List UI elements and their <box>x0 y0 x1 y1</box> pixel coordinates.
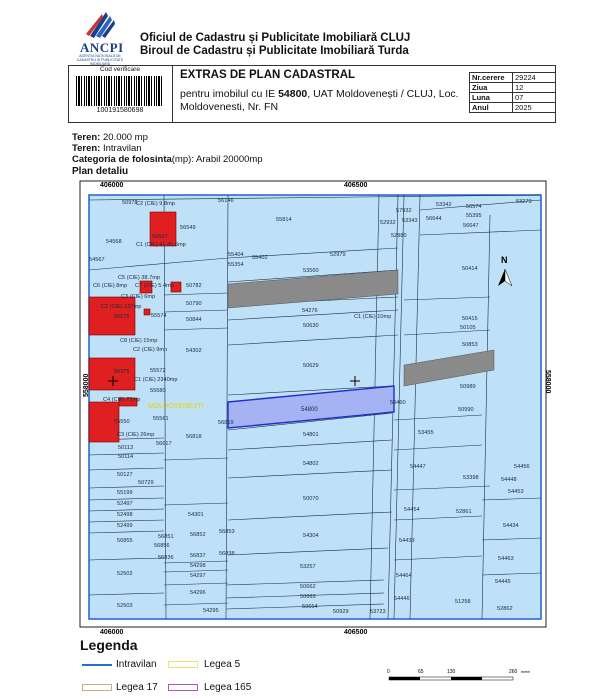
parcel-label: 54302 <box>186 348 202 354</box>
parcel-label: 55572 <box>150 368 166 374</box>
parcel-label: 54447 <box>410 464 426 470</box>
legend-title: Legenda <box>80 637 138 653</box>
parcel-label: 52498 <box>117 512 133 518</box>
legend-label-legea17: Legea 17 <box>116 682 158 693</box>
teren-type-label: Teren: <box>72 143 101 154</box>
registry-key: Ziua <box>470 83 513 93</box>
logo-subtext: AGENȚIA NAȚIONALĂ DE CADASTRU ȘI PUBLICITATE IMOBILIARĂ <box>76 54 124 66</box>
registry-value: 2025 <box>513 103 556 113</box>
parcel-label: 52862 <box>497 606 513 612</box>
parcel-label: 53398 <box>463 475 479 481</box>
parcel-label: C2 (CIE) 137mp <box>101 304 142 310</box>
parcel-label: 50415 <box>462 316 478 322</box>
parcel-label: 52503 <box>117 603 133 609</box>
parcel-label: 54296 <box>190 590 206 596</box>
parcel-label: 50790 <box>186 301 202 307</box>
parcel-label: 54433 <box>399 538 415 544</box>
parcel-label: 52499 <box>117 523 133 529</box>
parcel-label: 54276 <box>302 308 318 314</box>
pentru-prefix: pentru imobilul cu IE <box>180 88 279 100</box>
parcel-label: 56617 <box>156 441 172 447</box>
parcel-label: 54464 <box>396 573 412 579</box>
legend-swatch-legea5 <box>168 661 198 668</box>
parcel-label: 50929 <box>333 609 349 615</box>
parcel-label: 50663 <box>300 594 316 600</box>
parcel-label: 55561 <box>153 416 169 422</box>
highlight-sublabel: MOLDOVENESTI <box>148 403 204 410</box>
parcel-label: C4 (CIE) 72mp <box>103 397 141 403</box>
parcel-label: 50729 <box>138 480 154 486</box>
parcel-label: 54304 <box>303 533 319 539</box>
parcel-label: 55354 <box>228 262 244 268</box>
parcel-label: C7 (CIE) 5.4mp <box>135 283 174 289</box>
parcel-label: 50978 <box>122 200 138 206</box>
parcel-label: 54801 <box>303 432 319 438</box>
parcel-label: 50664 <box>302 604 318 610</box>
parcel-label: 54567 <box>89 257 105 263</box>
parcel-label: 55575 <box>114 314 130 320</box>
cod-verificare-label: Cod verificare <box>99 66 141 73</box>
parcel-label: 56851 <box>158 534 174 540</box>
teren-area-label: Teren: <box>72 132 101 143</box>
coord-x2-top: 406500 <box>344 182 368 189</box>
parcel-label: 55550 <box>114 419 130 425</box>
parcel-label: 50989 <box>460 384 476 390</box>
parcel-label: 50460 <box>390 400 406 406</box>
parcel-label: 50070 <box>303 496 319 502</box>
parcel-label: C1 (CIE) 41.45.6mp <box>136 242 186 248</box>
parcel-label: 50114 <box>118 454 134 460</box>
parcel-label: 54802 <box>303 461 319 467</box>
parcel-label: 52980 <box>391 233 407 239</box>
parcel-label: 56819 <box>218 420 234 426</box>
parcel-label: 50630 <box>303 323 319 329</box>
parcel-label: 56838 <box>219 551 235 557</box>
coord-x1-top: 406000 <box>100 182 124 189</box>
parcel-label: 54297 <box>190 573 206 579</box>
parcel-label: 50629 <box>303 363 319 369</box>
ie-number: 54800 <box>278 88 308 100</box>
parcel-label: 53560 <box>303 268 319 274</box>
parcel-label: 56837 <box>190 553 206 559</box>
parcel-label: 54434 <box>503 523 519 529</box>
scale-tick-0: 0 <box>387 669 390 675</box>
parcel-label: 56818 <box>186 434 202 440</box>
parcel-label: 52502 <box>117 571 133 577</box>
registry-value: 07 <box>513 93 556 103</box>
parcel-label: 54298 <box>190 563 206 569</box>
legend-label-intravilan: Intravilan <box>116 659 157 670</box>
legend-label-legea165: Legea 165 <box>204 682 252 693</box>
parcel-label: 53723 <box>370 609 386 615</box>
parcel-label: C3 (CIE) 26mp <box>117 432 155 438</box>
parcel-label: 56855 <box>117 538 133 544</box>
parcel-label: 50844 <box>186 317 202 323</box>
parcel-label: 57932 <box>396 208 412 214</box>
parcel-label: 50662 <box>300 584 316 590</box>
parcel-label: 52932 <box>380 220 396 226</box>
teren-use-label: Categoria de folosinta <box>72 154 172 165</box>
parcel-label: 56644 <box>426 216 442 222</box>
scale-bar <box>385 665 545 685</box>
parcel-label: 56856 <box>154 543 170 549</box>
parcel-label: 51258 <box>455 599 471 605</box>
registry-value: 29224 <box>513 73 556 83</box>
parcel-label: 54446 <box>394 596 410 602</box>
parcel-label: C6 (CIE) 8mp <box>93 283 128 289</box>
parcel-label: C3 (CIE) 6mp <box>121 294 156 300</box>
parcel-label: 53343 <box>402 218 418 224</box>
north-label: N <box>501 255 508 265</box>
parcel-label: 54301 <box>188 512 204 518</box>
scale-unit: metri <box>521 669 530 674</box>
parcel-label: 53257 <box>300 564 316 570</box>
parcel-label: C2 (CIE) 9.8mp <box>136 201 175 207</box>
legend-swatch-intravilan <box>82 664 112 666</box>
scale-tick-260: 260 <box>509 669 518 675</box>
parcel-label: 54295 <box>203 608 219 614</box>
registry-key: Anul <box>470 103 513 113</box>
parcel-label: C1 (CIE) 10mp <box>354 314 392 320</box>
plan-title: Plan detaliu <box>72 166 129 177</box>
scale-tick-130: 130 <box>447 669 456 675</box>
scale-tick-65: 65 <box>418 669 424 675</box>
parcel-label: 55814 <box>276 217 292 223</box>
document-title: EXTRAS DE PLAN CADASTRAL <box>180 69 356 81</box>
parcel-label: 53455 <box>418 430 434 436</box>
coord-y-left: 558000 <box>83 373 90 397</box>
parcel-label: 56549 <box>180 225 196 231</box>
parcel-label: 53342 <box>436 202 452 208</box>
parcel-label: 56647 <box>463 223 479 229</box>
parcel-label: 50782 <box>186 283 202 289</box>
barcode-number: 100191580698 <box>96 107 144 114</box>
parcel-label: 54448 <box>501 477 517 483</box>
parcel-label: 55395 <box>466 213 482 219</box>
parcel-label: 52497 <box>117 501 133 507</box>
registry-key: Luna <box>470 93 513 103</box>
office-line1: Oficiul de Cadastru și Publicitate Imobiliară CLUJ <box>140 32 411 44</box>
legend-swatch-legea17 <box>82 684 112 691</box>
parcel-label: 56375 <box>114 369 130 375</box>
parcel-label: 55404 <box>228 252 244 258</box>
parcel-label: 54454 <box>404 507 420 513</box>
parcel-label: C2 (CIE) 9mp <box>133 347 168 353</box>
parcel-label: 56853 <box>219 529 235 535</box>
parcel-label: 56836 <box>158 555 174 561</box>
parcel-label: 56146 <box>218 198 234 204</box>
legend-label-legea5: Legea 5 <box>204 659 241 670</box>
parcel-label: 52979 <box>330 252 346 258</box>
pentru-suffix: , UAT Moldovenești / CLUJ, Loc. Moldovenesti, Nr. FN <box>180 88 459 113</box>
teren-type-value: Intravilan <box>100 143 142 154</box>
parcel-label: 52861 <box>456 509 472 515</box>
parcel-label: 54568 <box>106 239 122 245</box>
parcel-label: C8 (CIE) 15mp <box>120 338 158 344</box>
parcel-label: 53279 <box>516 199 532 205</box>
coord-x2-bottom: 406500 <box>344 629 368 636</box>
logo-text: ANCPI <box>80 40 124 55</box>
highlight-label: 54800 <box>301 407 318 413</box>
parcel-label: 55199 <box>117 490 133 496</box>
parcel-label: 54456 <box>514 464 530 470</box>
parcel-label: 56567 <box>152 234 168 240</box>
parcel-label: 56574 <box>466 204 482 210</box>
parcel-label: 50414 <box>462 266 478 272</box>
registry-key: Nr.cerere <box>470 73 513 83</box>
parcel-label: 54463 <box>498 556 514 562</box>
parcel-label: 56852 <box>190 532 206 538</box>
parcel-label: 50113 <box>118 445 134 451</box>
parcel-label: 55580 <box>150 388 166 394</box>
coord-y-right: 558000 <box>544 370 551 394</box>
parcel-label: 55402 <box>252 255 268 261</box>
parcel-label: C5 (CIE) 38.7mp <box>118 275 160 281</box>
teren-area-value: 20.000 mp <box>100 132 148 143</box>
registry-value: 12 <box>513 83 556 93</box>
parcel-label: 55574 <box>151 313 167 319</box>
parcel-label: 54453 <box>508 489 524 495</box>
parcel-label: 54445 <box>495 579 511 585</box>
office-line2: Biroul de Cadastru și Publicitate Imobiliară Turda <box>140 45 409 57</box>
parcel-label: 50853 <box>462 342 478 348</box>
parcel-label: 50127 <box>117 472 133 478</box>
parcel-label: 50105 <box>460 325 476 331</box>
teren-use-value: (mp): Arabil 20000mp <box>171 154 263 165</box>
parcel-label: 50990 <box>458 407 474 413</box>
legend-swatch-legea165 <box>168 684 198 691</box>
coord-x1-bottom: 406000 <box>100 629 124 636</box>
parcel-label: C1 (CIE) 2340mp <box>134 377 178 383</box>
